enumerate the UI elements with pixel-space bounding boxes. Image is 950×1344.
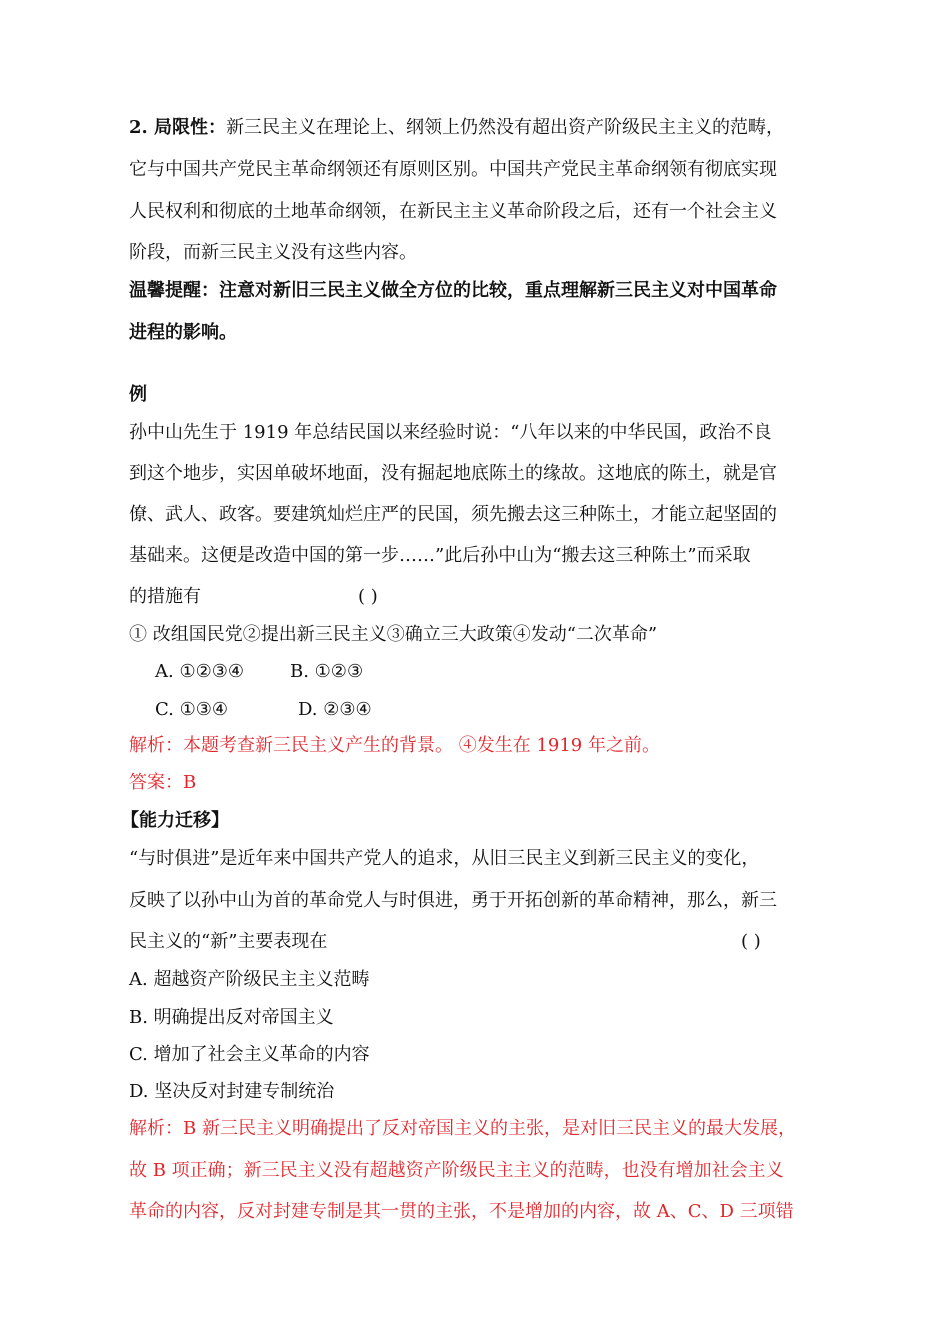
example-option-b: B. ①②③ [290,661,364,682]
transfer-analysis-1: 解析：B 新三民主义明确提出了反对帝国主义的主张，是对旧三民主义的最大发展， [129,1118,796,1139]
limitation-line-4: 阶段，而新三民主义没有这些内容。 [129,242,417,263]
limitation-text-1: 新三民主义在理论上、纲领上仍然没有超出资产阶级民主主义的范畴， [226,117,785,138]
example-option-a: A. ①②③④ [155,661,244,682]
tip-line-2: 进程的影响。 [129,322,237,343]
example-answer-blank: ( ) [358,586,378,607]
transfer-line-2: 反映了以孙中山为首的革命党人与时俱进，勇于开拓创新的革命精神，那么，新三 [129,890,777,911]
example-line-4: 基础来。这便是改造中国的第一步……”此后孙中山为“搬去这三种陈土”而采取 [129,545,751,566]
transfer-option-d: D. 坚决反对封建专制统治 [129,1081,335,1102]
transfer-analysis-2: 故 B 项正确；新三民主义没有超越资产阶级民主主义的范畴，也没有增加社会主义 [129,1160,784,1181]
example-label: 例 [129,384,147,405]
transfer-option-b: B. 明确提出反对帝国主义 [129,1007,334,1028]
transfer-heading: 【能力迁移】 [121,810,229,831]
transfer-line-1: “与时俱进”是近年来中国共产党人的追求，从旧三民主义到新三民主义的变化， [129,848,760,869]
transfer-option-a: A. 超越资产阶级民主主义范畴 [129,969,370,990]
transfer-line-3: 民主义的“新”主要表现在 [129,931,328,952]
transfer-answer-blank: ( ) [741,931,761,952]
example-option-c: C. ①③④ [155,699,228,720]
example-line-1: 孙中山先生于 1919 年总结民国以来经验时说：“八年以来的中华民国，政治不良 [129,422,772,443]
example-analysis: 解析：本题考查新三民主义产生的背景。 ④发生在 1919 年之前。 [129,735,660,756]
transfer-option-c: C. 增加了社会主义革命的内容 [129,1044,370,1065]
example-line-2: 到这个地步，实因单破坏地面，没有掘起地底陈土的缘故。这地底的陈土，就是官 [129,463,777,484]
example-answer: 答案：B [129,772,197,793]
limitation-line-3: 人民权利和彻底的土地革命纲领，在新民主主义革命阶段之后，还有一个社会主义 [129,201,777,222]
example-line-3: 僚、武人、政客。要建筑灿烂庄严的民国，须先搬去这三种陈土，才能立起坚固的 [129,504,777,525]
limitation-line-2: 它与中国共产党民主革命纲领还有原则区别。中国共产党民主革命纲领有彻底实现 [129,159,777,180]
tip-line-1: 温馨提醒：注意对新旧三民主义做全方位的比较，重点理解新三民主义对中国革命 [129,280,777,301]
example-option-d: D. ②③④ [298,699,372,720]
example-items: ① 改组国民党②提出新三民主义③确立三大政策④发动“二次革命” [129,624,658,645]
limitation-heading: 2. 局限性： [129,117,227,138]
example-line-5: 的措施有 [129,586,201,607]
transfer-analysis-3: 革命的内容，反对封建专制是其一贯的主张，不是增加的内容，故 A、C、D 三项错 [129,1201,794,1222]
limitation-line-1 [129,116,784,140]
